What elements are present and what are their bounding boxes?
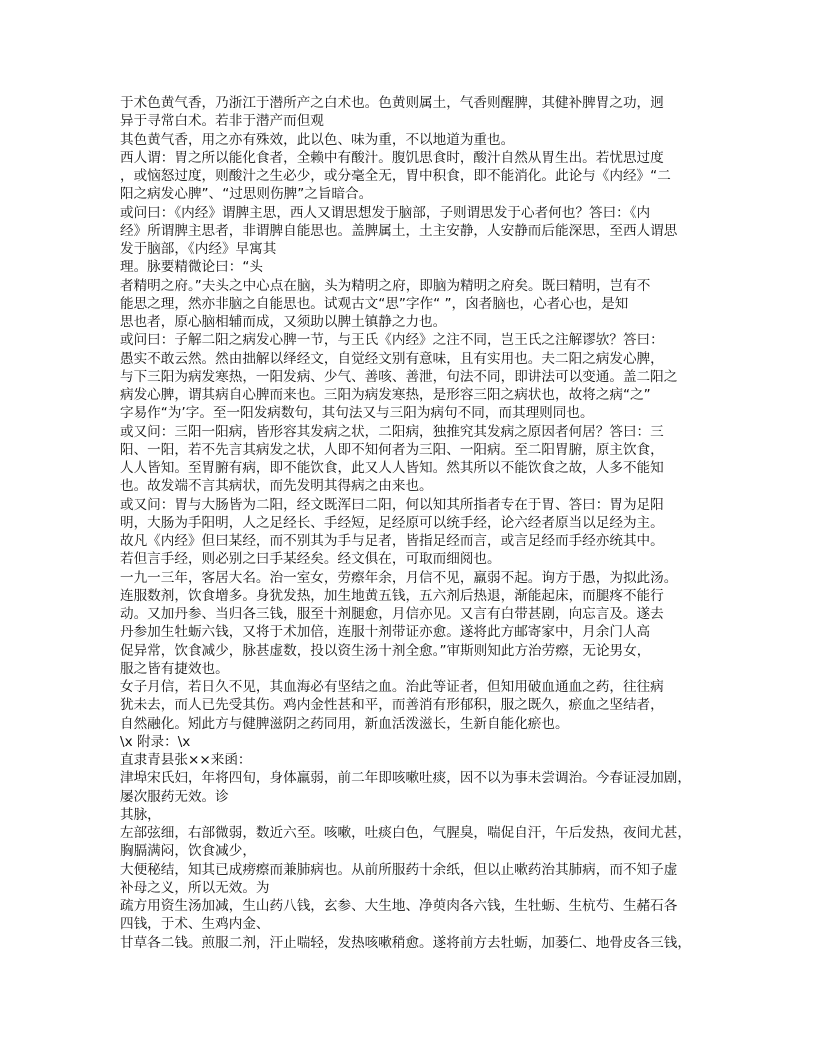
- text-line: 促异常，饮食减少，脉甚虚数，投以资生汤十剂全愈。”审斯则知此方治劳瘵，无论男女，: [120, 642, 651, 659]
- text-line: 津埠宋氏妇，年将四旬，身体羸弱，前二年即咳嗽吐痰，因不以为事未尝调治。今春证浸加剧，: [120, 770, 691, 787]
- text-line: 连服数剂，饮食增多。身犹发热，加生地黄五钱，五六剂后热退，渐能起床，而腿疼不能行: [120, 587, 664, 604]
- text-line: 其脉，: [120, 806, 161, 823]
- text-line: ，或恼怒过度，则酸汁之生必少，或分毫全无，胃中积食，即不能消化。此论与《内经》“二: [120, 168, 671, 184]
- text-line: 异于寻常白术。若非于潜产而但观: [120, 113, 324, 130]
- text-line: 大便秘结，知其已成痨瘵而兼肺病也。从前所服药十余纸，但以止嗽药治其肺病，而不知子虚: [120, 861, 678, 878]
- text-line: 思也者，原心脑相辅而成，又须助以脾土镇静之力也。: [120, 314, 447, 330]
- text-line: 一九一三年，客居大名。治一室女，劳瘵年余，月信不见，羸弱不起。询方于愚，为拟此汤。: [120, 569, 678, 586]
- text-line: 愚实不敢云然。然由拙解以绎经文，自觉经文别有意味，且有实用也。夫二阳之病发心脾，: [120, 350, 664, 367]
- text-line: 阳之病发心脾”、“过思则伤脾”之旨暗合。: [120, 186, 373, 203]
- text-line: 或问曰：子解二阳之病发心脾一节，与王氏《内经》之注不同，岂王氏之注解谬欤？答曰：: [120, 332, 664, 349]
- text-line: 或问曰：《内经》谓脾主思，西人又谓思想发于脑部，子则谓思发于心者何也？答曰：《内: [120, 204, 651, 221]
- text-line: 故凡《内经》但曰某经，而不别其为手与足者，皆指足经而言，或言足经而手经亦统其中。: [120, 533, 664, 549]
- text-line: 补母之义，所以无效。为: [120, 879, 270, 896]
- text-line: 若但言手经，则必别之曰手某经矣。经文俱在，可取而细阅也。: [120, 551, 501, 568]
- text-line: 动。又加丹参、当归各三钱，服至十剂腿愈，月信亦见。又言有白带甚剧，向忘言及。遂去: [120, 606, 664, 622]
- text-line: 理。脉要精微论曰：“头: [120, 259, 263, 276]
- text-line: 甘草各二钱。煎服二剂，汗止喘轻，发热咳嗽稍愈。遂将前方去牡蛎，加蒌仁、地骨皮各三钱，: [120, 934, 691, 951]
- text-line: 疏方用资生汤加减，生山药八钱，玄参、大生地、净萸肉各六钱，生牡蛎、生杭芍、生赭石各: [120, 898, 678, 914]
- text-line: 也。故发端不言其病状，而先发明其得病之由来也。: [120, 478, 433, 495]
- text-line: 病发心脾，谓其病自心脾而来也。三阳为病发寒热，是形容三阳之病状也，故将之病“之”: [120, 387, 651, 403]
- text-line: 阳、一阳，若不先言其病发之状，人即不知何者为三阳、一阳病。至二阳胃腑，原主饮食，: [120, 441, 664, 458]
- text-line: 服之皆有捷效也。: [120, 660, 229, 677]
- text-line: 经》所谓脾主思者，非谓脾自能思也。盖脾属土，土主安静，人安静而后能深思，至西人谓思: [120, 222, 678, 239]
- text-line: \x 附录：\x: [120, 733, 191, 750]
- text-line: 其色黄气香，用之亦有殊效，此以色、味为重，不以地道为重也。: [120, 131, 515, 148]
- text-line: 四钱，于术、生鸡内金、: [120, 916, 270, 933]
- text-line: 女子月信，若日久不见，其血海必有坚结之血。治此等证者，但知用破血通血之药，往往病: [120, 679, 664, 695]
- text-line: 或又问：胃与大肠皆为二阳，经文既浑曰二阳，何以知其所指者专在于胃、答曰：胃为足阳: [120, 496, 664, 513]
- text-line: 屡次服药无效。诊: [120, 788, 229, 805]
- text-line: 字易作“为’字。至一阳发病数句，其句法又与三阳为病句不同，而其理则同也。: [120, 405, 594, 422]
- text-line: 或又问：三阳一阳病，皆形容其发病之状，二阳病，独推究其发病之原因者何居？答曰：三: [120, 423, 664, 440]
- text-line: 犹未去，而人已先受其伤。鸡内金性甚和平，而善消有形郁积，服之既久，瘀血之坚结者，: [120, 697, 664, 714]
- text-line: 胸膈满闷，饮食减少，: [120, 843, 256, 860]
- text-line: 与下三阳为病发寒热，一阳发病、少气、善咳、善泄，句法不同，即讲法可以变通。盖二阳之: [120, 368, 678, 385]
- text-line: 能思之理，然亦非脑之自能思也。试观古文“思”字作“ ”，囟者脑也，心者心也，是知: [120, 295, 629, 312]
- text-line: 西人谓：胃之所以能化食者，全赖中有酸汁。腹饥思食时，酸汁自然从胃生出。若忧思过度: [120, 149, 664, 166]
- text-line: 左部弦细，右部微弱，数近六至。咳嗽，吐痰白色，气腥臭，喘促自汗，午后发热，夜间尤甚，: [120, 825, 691, 841]
- document-body: [120, 94, 720, 952]
- text-line: 者精明之府。”夫头之中心点在脑，头为精明之府，即脑为精明之府矣。既曰精明，岂有不: [120, 277, 651, 294]
- text-line: 发于脑部，《内经》早寓其: [120, 241, 277, 257]
- text-line: 于术色黄气香，乃浙江于潜所产之白术也。色黄则属土，气香则醒脾，其健补脾胃之功，迥: [120, 95, 664, 111]
- text-line: 人人皆知。至胃腑有病，即不能饮食，此又人人皆知。然其所以不能饮食之故，人多不能知: [120, 460, 664, 476]
- text-line: 直隶青县张××来函：: [120, 752, 252, 768]
- text-line: 明，大肠为手阳明，人之足经长、手经短，足经原可以统手经，论六经者原当以足经为主。: [120, 514, 664, 531]
- text-line: 丹参加生牡蛎六钱，又将于术加倍，连服十剂带证亦愈。遂将此方邮寄家中，月余门人高: [120, 624, 651, 641]
- text-line: 自然融化。矧此方与健脾滋阴之药同用，新血活泼滋长，生新自能化瘀也。: [120, 715, 569, 732]
